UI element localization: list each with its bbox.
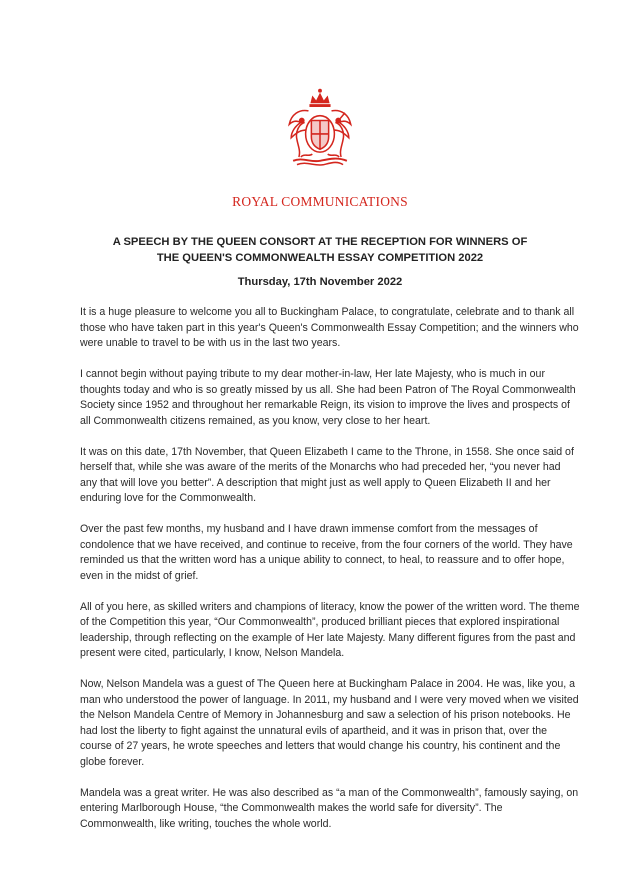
speech-title [60, 234, 580, 266]
paragraph: All of you here, as skilled writers and champions of literacy, know the power of the written word. The theme of the Competition this year, “Our Commonwealth”, produced brilliant pieces that explored inspirational leadership, through reflecting on the example of Her late Majesty. Many different figures from the past and present were cited, particularly, I know, Nelson Mandela. [80, 600, 580, 659]
paragraph: Now, Nelson Mandela was a guest of The Queen here at Buckingham Palace in 2004. He was, like you, a man who understood the power of language. In 2011, my husband and I were very moved when we visited the Nelson Mandela Centre of Memory in Johannesburg and saw a selection of his prison notebooks. He had lost the liberty to fight against the unnatural evils of apartheid, and it was in prison that, over the course of 27 years, he wrote speeches and letters that would change his country, his continent and the globe forever. [80, 678, 579, 768]
speech-date: Thursday, 17th November 2022 [237, 276, 403, 288]
royal-communications-heading: ROYAL COMMUNICATIONS [232, 194, 408, 209]
speech-body [80, 305, 580, 848]
royal-coat-of-arms-icon [272, 84, 368, 180]
speech-title-line-1: A SPEECH BY THE QUEEN CONSORT AT THE RECEPTION FOR WINNERS OF [112, 236, 528, 248]
paragraph: It was on this date, 17th November, that Queen Elizabeth I came to the Throne, in 1558. She once said of herself that, while she was aware of the merits of the Monarchs who had preceded her, “you never had any that will love you better”. A description that might just as well apply to Queen Elizabeth II and her enduring love for the Commonwealth. [80, 445, 574, 504]
paragraph: Over the past few months, my husband and I have drawn immense comfort from the messages of condolence that we have received, and continue to receive, from the four corners of the world. They have reminded us that the written word has a unique ability to connect, to heal, to reassure and to offer hope, even in the midst of grief. [80, 523, 573, 582]
paragraph: I cannot begin without paying tribute to my dear mother-in-law, Her late Majesty, who is much in our thoughts today and who is so greatly missed by us all. She had been Patron of The Royal Commonwealth Society since 1952 and throughout her remarkable Reign, its vision to improve the lives and prospects of all Commonwealth citizens remained, as you know, very close to her heart. [80, 368, 576, 427]
speech-title-line-2: THE QUEEN'S COMMONWEALTH ESSAY COMPETITION 2022 [156, 252, 484, 264]
paragraph: It is a huge pleasure to welcome you all to Buckingham Palace, to congratulate, celebrate and to thank all those who have taken part in this year's Queen's Commonwealth Essay Competition; and the winners who were unable to travel to be with us in the last two years. [80, 306, 579, 349]
paragraph: Mandela was a great writer. He was also described as “a man of the Commonwealth”, famously saying, on entering Marlborough House, “the Commonwealth makes the world safe for diversity”. The Commonwealth, like writing, touches the whole world. [80, 786, 579, 830]
